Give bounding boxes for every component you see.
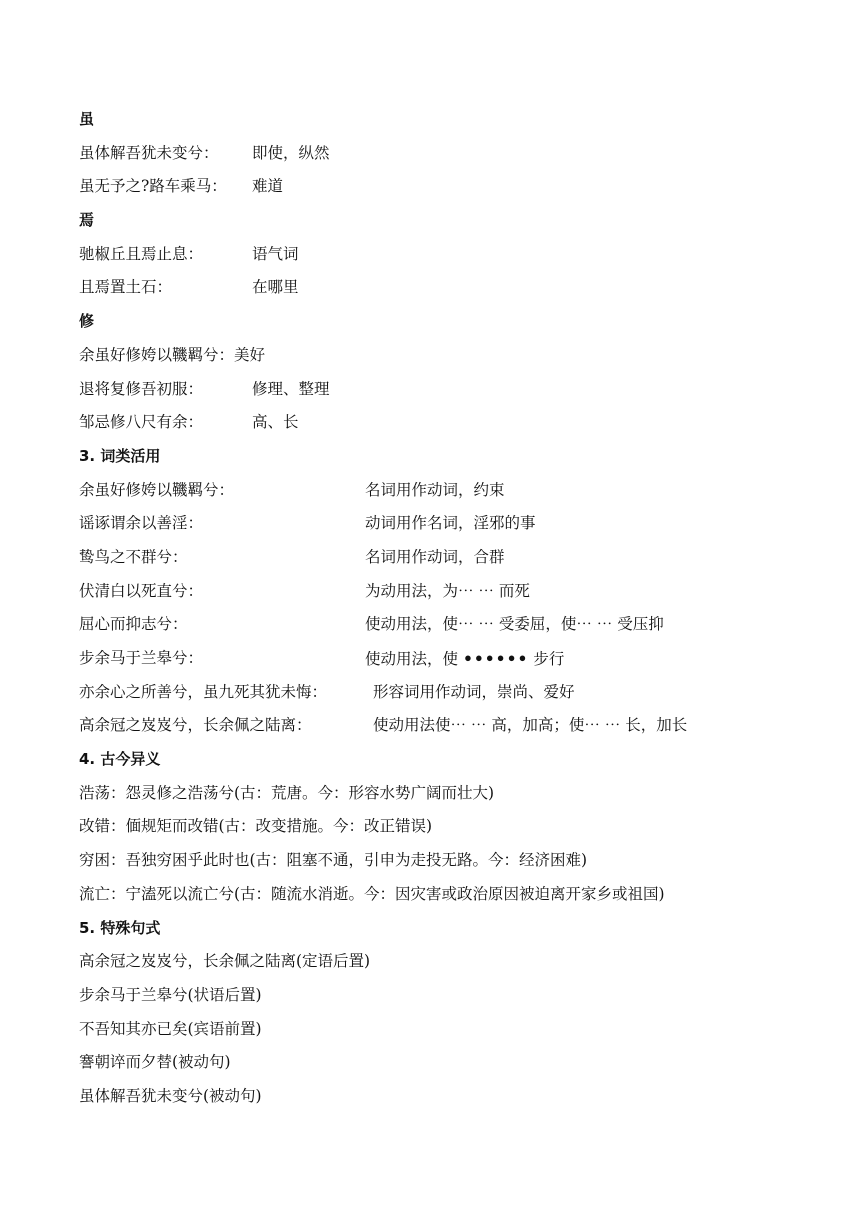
sui-row-1	[79, 137, 839, 171]
heading-sui: 虽	[79, 110, 95, 128]
ci-lei-row-5	[79, 608, 839, 642]
gu-jin-row-1: 浩荡：怨灵修之浩荡兮(古：荒唐。今：形容水势广阔而壮大)	[79, 783, 495, 802]
usage: 名词用作动词，约束	[365, 480, 505, 499]
meaning: 即使，纵然	[252, 143, 330, 162]
heading-ci-lei-huo-yong: 3. 词类活用	[79, 446, 161, 465]
example-sentence: 邹忌修八尺有余：	[79, 413, 204, 432]
example-sentence: 高余冠之岌岌兮，长余佩之陆离：	[79, 716, 312, 735]
example-sentence: 亦余心之所善兮，虽九死其犹未悔：	[79, 682, 328, 701]
usage-prefix: 使动用法，使	[365, 650, 459, 668]
usage: 名词用作动词，合群	[365, 547, 505, 566]
meaning: 高、长	[252, 413, 299, 432]
usage: 动词用作名词，淫邪的事	[365, 514, 536, 533]
gu-jin-row-2: 改错：偭规矩而改错(古：改变措施。今：改正错误)	[79, 817, 433, 836]
te-shu-row-1: 高余冠之岌岌兮，长余佩之陆离(定语后置)	[79, 952, 371, 971]
te-shu-row-3: 不吾知其亦已矣(宾语前置)	[79, 1019, 262, 1038]
example-sentence: 步余马于兰皋兮：	[79, 649, 204, 667]
usage	[365, 642, 564, 677]
example-sentence: 余虽好修姱以鞿羁兮：	[79, 345, 235, 364]
meaning: 难道	[252, 177, 284, 196]
usage: 使动用法使⋯ ⋯ 高，加高；使⋯ ⋯ 长，加长	[373, 716, 688, 735]
emphasis-dots: ••••••	[462, 649, 529, 668]
example-sentence: 退将复修吾初服：	[79, 379, 204, 398]
example-sentence: 余虽好修姱以鞿羁兮：	[79, 480, 235, 499]
example-sentence: 谣诼谓余以善淫：	[79, 514, 204, 533]
heading-yan: 焉	[79, 211, 95, 230]
example-sentence: 虽体解吾犹未变兮：	[79, 143, 219, 162]
te-shu-row-2: 步余马于兰皋兮(状语后置)	[79, 985, 262, 1004]
ci-lei-row-8	[79, 709, 839, 743]
te-shu-row-5: 虽体解吾犹未变兮(被动句)	[79, 1086, 262, 1105]
ci-lei-row-7	[79, 676, 839, 710]
example-sentence: 鸷鸟之不群兮：	[79, 547, 188, 566]
xiu-row-3	[79, 406, 839, 440]
example-sentence: 且焉置土石：	[79, 278, 173, 297]
usage: 为动用法，为⋯ ⋯ 而死	[365, 581, 530, 600]
meaning: 修理、整理	[252, 379, 330, 398]
ci-lei-row-1	[79, 474, 839, 508]
ci-lei-row-3	[79, 541, 839, 575]
ci-lei-row-6	[79, 642, 839, 676]
meaning: 在哪里	[252, 278, 299, 297]
example-sentence: 驰椒丘且焉止息：	[79, 244, 204, 263]
example-sentence: 虽无予之?路车乘马：	[79, 177, 227, 196]
usage: 形容词用作动词，崇尚、爱好	[373, 682, 575, 701]
heading-gu-jin-yi-yi: 4. 古今异义	[79, 750, 161, 769]
sui-row-2	[79, 170, 839, 204]
xiu-row-1	[79, 339, 839, 373]
xiu-row-2	[79, 373, 839, 407]
ci-lei-row-4	[79, 575, 839, 609]
example-sentence: 屈心而抑志兮：	[79, 615, 188, 634]
usage-suffix: 步行	[533, 650, 565, 668]
example-sentence: 伏清白以死直兮：	[79, 581, 204, 600]
yan-row-1	[79, 238, 839, 272]
usage: 使动用法，使⋯ ⋯ 受委屈，使⋯ ⋯ 受压抑	[365, 615, 664, 634]
meaning: 语气词	[252, 244, 299, 263]
meaning: 美好	[234, 345, 266, 364]
heading-te-shu-ju-shi: 5. 特殊句式	[79, 918, 161, 937]
yan-row-2	[79, 271, 839, 305]
heading-xiu: 修	[79, 312, 95, 331]
ci-lei-row-2	[79, 507, 839, 541]
gu-jin-row-3: 穷困：吾独穷困乎此时也(古：阻塞不通，引申为走投无路。今：经济困难)	[79, 851, 588, 870]
gu-jin-row-4: 流亡：宁溘死以流亡兮(古：随流水消逝。今：因灾害或政治原因被迫离开家乡或祖国)	[79, 884, 665, 903]
document-page	[79, 103, 839, 1114]
te-shu-row-4: 謇朝谇而夕替(被动句)	[79, 1053, 231, 1072]
